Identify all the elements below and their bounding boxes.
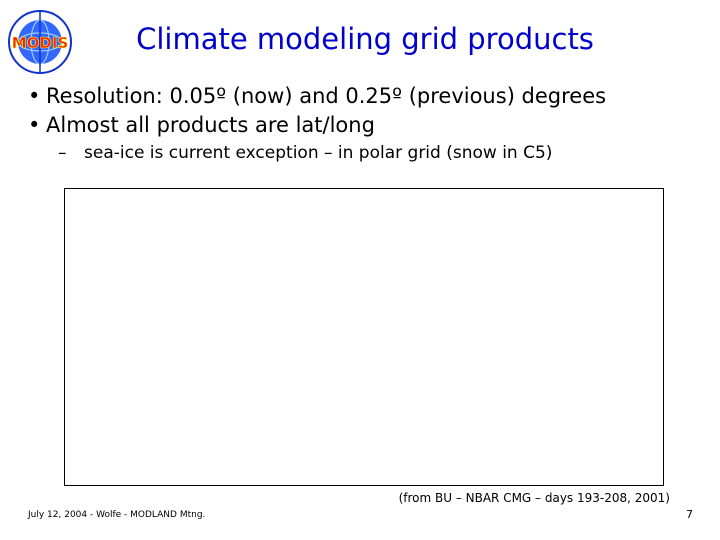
page-title: Climate modeling grid products	[136, 22, 594, 56]
page-number: 7	[686, 508, 693, 521]
logo-letters: MODIS	[11, 34, 69, 52]
bullet-text-products: Almost all products are lat/long	[46, 113, 375, 137]
bullet-item	[28, 82, 606, 111]
bullet-marker: •	[28, 84, 41, 108]
bullet-list	[28, 82, 606, 140]
sub-bullet-text: sea-ice is current exception – in polar grid (snow in C5)	[84, 143, 553, 163]
bullet-marker: •	[28, 113, 41, 137]
sub-bullet-marker: –	[58, 143, 67, 163]
figure-image-frame	[64, 188, 664, 486]
bullet-text-resolution: Resolution: 0.05º (now) and 0.25º (previous) degrees	[46, 84, 607, 108]
sub-bullet-item	[58, 143, 552, 163]
figure-caption: (from BU – NBAR CMG – days 193-208, 2001)	[398, 491, 670, 505]
bullet-item	[28, 111, 606, 140]
footer-text: July 12, 2004 - Wolfe - MODLAND Mtng.	[28, 510, 206, 520]
